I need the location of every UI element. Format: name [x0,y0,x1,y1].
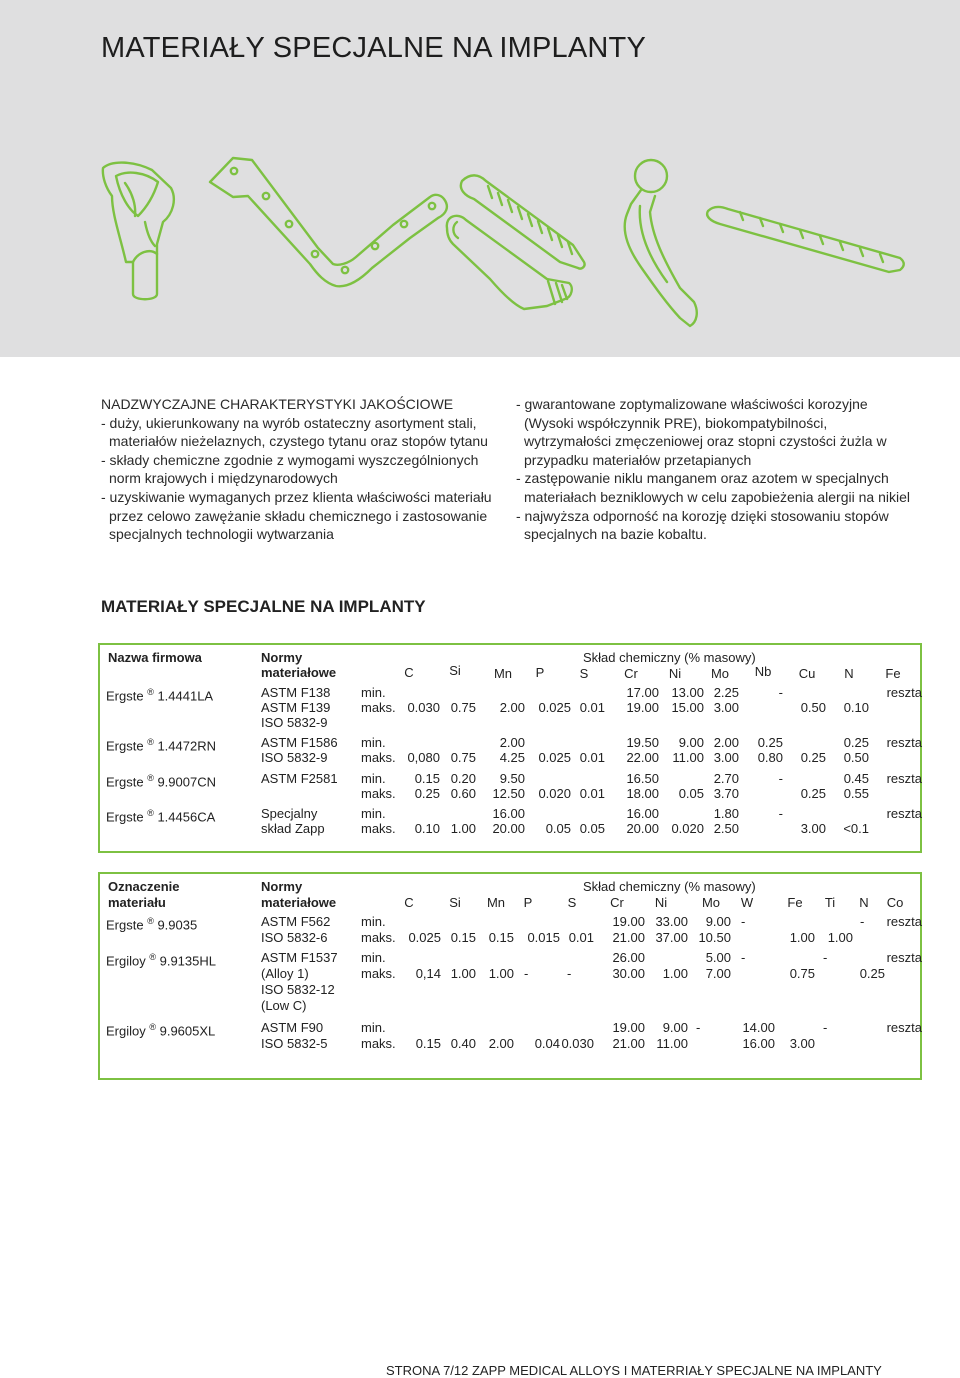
value-si: 1.00 [450,821,476,836]
material-norm: ASTM F562 [261,914,331,929]
value-fe: reszta [886,771,922,786]
value-ni: 11.00 [656,1036,688,1051]
value-s: 0.01 [579,750,605,765]
material-norm: ISO 5832-12 [261,982,335,997]
value-c: 0,14 [415,966,441,981]
min-label: min. [361,771,386,786]
element-header-ni: Ni [654,895,668,910]
element-header-fe: Fe [787,895,803,910]
value-mo: 1.80 [713,806,739,821]
value-w: - [741,950,746,965]
col-header-material: Oznaczenie [108,879,180,894]
value-c: 0.025 [408,930,441,945]
value-fe: 3.00 [789,1036,815,1051]
value-si: 0.20 [450,771,476,786]
value-nb: 0.80 [757,750,783,765]
page-title: MATERIAŁY SPECJALNE NA IMPLANTY [101,32,647,64]
value-mo: 3.70 [713,786,739,801]
value-fe: reszta [886,735,922,750]
value-s: 0.01 [579,700,605,715]
col-header-composition: Skład chemiczny (% masowy) [583,879,756,894]
value-mn: 2.00 [499,700,525,715]
value-n: 0.50 [843,750,869,765]
value-ti: - [823,1020,828,1035]
value-n: 0.25 [859,966,885,981]
value-cr: 21.00 [612,930,645,945]
element-header-n: N [844,666,854,681]
col-header-norms: Normy [261,650,303,665]
value-cr: 21.00 [612,1036,645,1051]
value-ti: - [823,950,828,965]
element-header-p: P [535,665,545,680]
value-mn: 9.50 [499,771,525,786]
value-ni: 0.05 [678,786,704,801]
value-fe: 1.00 [789,930,815,945]
value-n: 0.10 [843,700,869,715]
value-mn: 0.15 [488,930,514,945]
quality-features-left [101,395,501,544]
value-si: 0.75 [450,750,476,765]
min-label: min. [361,806,386,821]
quality-bullet: - składy chemiczne zgodnie z wymogami wyszczególnionych norm krajowych i międzynarodowych [101,451,479,487]
bone-screw-icon [461,175,585,268]
bone-plate-icon [210,158,447,286]
value-c: 0.10 [414,821,440,836]
min-label: min. [361,914,386,929]
value-ni: 11.00 [672,750,704,765]
material-norm: Specjalny [261,806,318,821]
material-norm: ASTM F90 [261,1020,324,1035]
element-header-cr: Cr [610,895,624,910]
value-cr: 17.00 [626,685,659,700]
page-footer: STRONA 7/12 ZAPP MEDICAL ALLOYS I MATERRIAŁY SPECJALNE NA IMPLANTY [386,1363,882,1378]
value-mo: 2.50 [713,821,739,836]
value-nb: - [778,771,783,786]
value-c: 0.25 [414,786,440,801]
value-ni: 9.00 [662,1020,688,1035]
value-mo: 2.25 [713,685,739,700]
quality-bullet: - zastępowanie niklu manganem oraz azotem w specjalnych materiałach bezniklowych w celu zapobieżenia alergii na nikiel [516,470,910,505]
min-label: min. [361,685,386,700]
hip-stem-icon [625,160,697,326]
value-nb: - [778,806,783,821]
value-mo: 3.00 [713,700,739,715]
value-mn: 2.00 [499,735,525,750]
value-c: 0.15 [415,1036,441,1051]
value-w: - [741,914,746,929]
element-header-s: S [567,895,577,910]
value-p: 0.015 [527,930,560,945]
value-mn: 4.25 [499,750,525,765]
value-mo: 10.50 [698,930,731,945]
value-s: - [567,966,572,981]
element-header-ni: Ni [668,666,682,681]
value-n: - [860,914,865,929]
quality-features-right [516,395,916,544]
value-si: 0.15 [450,930,476,945]
bone-pin-icon [707,207,904,272]
material-norm: ASTM F138 [261,685,331,700]
value-n: 0.55 [843,786,869,801]
value-c: 0,080 [407,750,440,765]
element-header-co: Co [886,895,904,910]
min-label: min. [361,735,386,750]
max-label: maks. [361,966,396,981]
col-header-norms: Normy [261,879,303,894]
col-header-norms: materiałowe [261,895,337,910]
value-cr: 16.50 [626,771,659,786]
element-header-si: Si [449,895,461,910]
material-norm: ASTM F2581 [261,771,338,786]
material-norm: ISO 5832-6 [261,930,328,945]
col-header-norms: materiałowe [261,665,337,680]
material-name: Ergiloy ® 9.9605XL [106,1022,216,1039]
col-header-composition: Skład chemiczny (% masowy) [583,650,756,665]
value-ni: 13.00 [671,685,704,700]
element-header-w: W [740,895,754,910]
value-cu: 3.00 [800,821,826,836]
element-header-cr: Cr [624,666,638,681]
value-p: 0.020 [538,786,571,801]
max-label: maks. [361,786,396,801]
value-p: 0.04 [534,1036,560,1051]
value-c: 0.15 [414,771,440,786]
value-cr: 19.00 [612,1020,645,1035]
value-mo: 3.00 [713,750,739,765]
material-norm: ISO 5832-9 [261,750,328,765]
element-header-mo: Mo [710,666,730,681]
value-nb: 0.25 [757,735,783,750]
knee-implant-icon [103,163,174,300]
implant-illustrations [0,0,960,357]
value-cr: 30.00 [612,966,645,981]
value-cr: 19.50 [626,735,659,750]
value-p: 0.025 [538,750,571,765]
header-banner [0,0,960,357]
value-n: 0.25 [843,735,869,750]
element-header-mn: Mn [493,666,513,681]
value-mo: 5.00 [705,950,731,965]
value-n: 0.45 [843,771,869,786]
material-norm: ASTM F1537 [261,950,338,965]
value-cu: 0.25 [800,786,826,801]
value-si: 1.00 [450,966,476,981]
material-name: Ergste ® 9.9007CN [106,773,216,790]
value-mo: - [696,1020,701,1035]
max-label: maks. [361,750,396,765]
max-label: maks. [361,700,396,715]
element-header-nb: Nb [754,664,772,679]
material-norm: (Alloy 1) [261,966,309,981]
value-si: 0.60 [450,786,476,801]
value-mo: 7.00 [705,966,731,981]
material-name: Ergiloy ® 9.9135HL [106,952,216,969]
element-header-fe: Fe [885,666,901,681]
quality-bullet: - gwarantowane zoptymalizowane właściwości korozyjne (Wysoki współczynnik PRE), biokompatybilności, wytrzymałości zmęczeniowej oraz stopni czystości żużla w przypadku materiałów przetapianych [516,396,887,468]
value-si: 0.75 [450,700,476,715]
material-norm: ISO 5832-9 [261,715,328,730]
value-fe: reszta [886,685,922,700]
material-name: Ergste ® 1.4441LA [106,687,214,704]
material-norm: (Low C) [261,998,307,1013]
value-cr: 19.00 [612,914,645,929]
value-s: 0.030 [561,1036,594,1051]
value-cr: 18.00 [626,786,659,801]
element-header-n: N [859,895,869,910]
material-name: Ergste ® 1.4456CA [106,808,216,825]
value-n: <0.1 [843,821,869,836]
quality-bullet: - uzyskiwanie wymaganych przez klienta właściwości materiału przez celowo zawężanie składu chemicznego i zastosowanie specjalnych technologii wytwarzania [101,488,492,543]
col-header-trade-name: Nazwa firmowa [108,650,202,665]
value-cr: 20.00 [626,821,659,836]
element-header-cu: Cu [798,666,816,681]
value-ni: 37.00 [655,930,688,945]
value-cu: 0.25 [800,750,826,765]
element-header-mn: Mn [486,895,506,910]
value-s: 0.01 [579,786,605,801]
value-ni: 1.00 [662,966,688,981]
value-p: 0.025 [538,700,571,715]
quality-bullet: - duży, ukierunkowany na wyrób ostateczny asortyment stali, materiałów nieżelaznych, czystego tytanu oraz stopów tytanu [101,414,488,450]
value-cr: 19.00 [626,700,659,715]
value-co: reszta [886,914,922,929]
material-norm: skład Zapp [261,821,325,836]
value-ni: 9.00 [678,735,704,750]
element-header-c: C [404,665,414,680]
value-ni: 0.020 [671,821,704,836]
value-mo: 2.70 [713,771,739,786]
material-norm: ASTM F139 [261,700,331,715]
value-mn: 2.00 [488,1036,514,1051]
element-header-mo: Mo [701,895,721,910]
value-w: 14.00 [742,1020,775,1035]
value-co: reszta [886,1020,922,1035]
value-mn: 20.00 [492,821,525,836]
value-p: - [524,966,529,981]
element-header-c: C [404,895,414,910]
value-ni: 15.00 [671,700,704,715]
value-mn: 12.50 [492,786,525,801]
value-co: reszta [886,950,922,965]
element-header-si: Si [449,663,461,678]
value-cr: 22.00 [626,750,659,765]
section-title: MATERIAŁY SPECJALNE NA IMPLANTY [101,597,426,616]
value-nb: - [778,685,783,700]
value-cr: 26.00 [612,950,645,965]
value-fe: reszta [886,806,922,821]
max-label: maks. [361,930,396,945]
value-ni: 33.00 [655,914,688,929]
value-si: 0.40 [450,1036,476,1051]
value-mo: 2.00 [713,735,739,750]
value-ti: 1.00 [827,930,853,945]
max-label: maks. [361,1036,396,1051]
value-mn: 16.00 [492,806,525,821]
value-c: 0.030 [407,700,440,715]
value-cr: 16.00 [626,806,659,821]
element-header-p: P [523,895,533,910]
element-header-s: S [579,666,589,681]
value-fe: 0.75 [789,966,815,981]
quality-heading: NADZWYCZAJNE CHARAKTERYSTYKI JAKOŚCIOWE [101,396,454,412]
value-s: 0.01 [568,930,594,945]
value-mn: 1.00 [488,966,514,981]
quality-bullet: - najwyższa odporność na korozję dzięki stosowaniu stopów specjalnych na bazie kobaltu. [516,507,889,543]
material-norm: ISO 5832-5 [261,1036,328,1051]
min-label: min. [361,950,386,965]
value-w: 16.00 [742,1036,775,1051]
value-mo: 9.00 [705,914,731,929]
value-cu: 0.50 [800,700,826,715]
element-header-ti: Ti [824,895,836,910]
col-header-material: materiału [108,895,166,910]
min-label: min. [361,1020,386,1035]
value-p: 0.05 [545,821,571,836]
material-name: Ergste ® 1.4472RN [106,737,216,754]
material-norm: ASTM F1586 [261,735,338,750]
value-s: 0.05 [579,821,605,836]
max-label: maks. [361,821,396,836]
material-name: Ergste ® 9.9035 [106,916,198,933]
